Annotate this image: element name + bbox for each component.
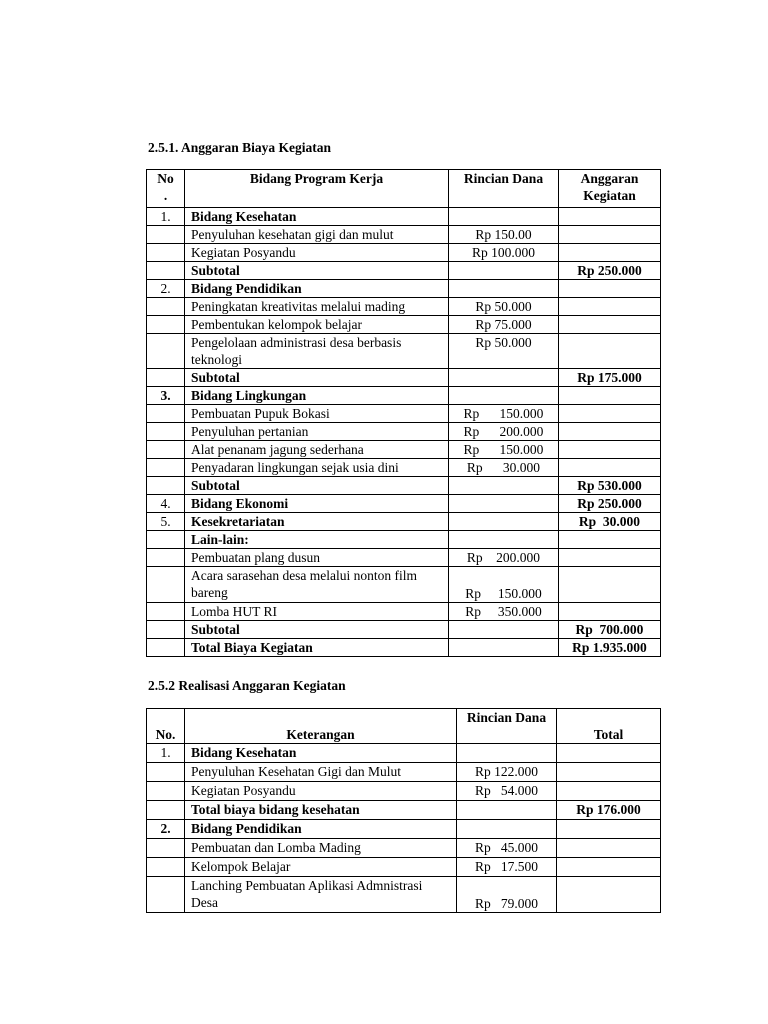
cell-anggaran: Rp 1.935.000 xyxy=(559,639,661,657)
cell-rincian: Rp 45.000 xyxy=(457,839,557,858)
cell-rincian xyxy=(457,744,557,763)
cell-item: Kegiatan Posyandu xyxy=(185,782,457,801)
cell-anggaran xyxy=(559,549,661,567)
header-keterangan: Keterangan xyxy=(185,709,457,744)
cell-no: 4. xyxy=(147,495,185,513)
cell-rincian xyxy=(449,208,559,226)
table-row xyxy=(147,495,661,513)
table-row xyxy=(147,549,661,567)
table-row xyxy=(147,441,661,459)
table-row xyxy=(147,858,661,877)
cell-total xyxy=(557,782,661,801)
cell-item: Bidang Kesehatan xyxy=(185,208,449,226)
cell-no xyxy=(147,244,185,262)
section-title-anggaran: 2.5.1. Anggaran Biaya Kegiatan xyxy=(148,140,332,155)
table-row xyxy=(147,387,661,405)
cell-no xyxy=(147,621,185,639)
table-row xyxy=(147,459,661,477)
cell-no: 1. xyxy=(147,208,185,226)
cell-rincian: Rp 30.000 xyxy=(449,459,559,477)
cell-rincian: Rp 79.000 xyxy=(457,877,557,913)
cell-rincian xyxy=(449,262,559,280)
cell-no: 3. xyxy=(147,387,185,405)
table-row xyxy=(147,262,661,280)
cell-rincian: Rp 50.000 xyxy=(449,298,559,316)
cell-item: Pembentukan kelompok belajar xyxy=(185,316,449,334)
cell-anggaran xyxy=(559,567,661,603)
cell-item: Kelompok Belajar xyxy=(185,858,457,877)
cell-no xyxy=(147,801,185,820)
cell-item: Kegiatan Posyandu xyxy=(185,244,449,262)
cell-no xyxy=(147,459,185,477)
cell-item: Lomba HUT RI xyxy=(185,603,449,621)
cell-item: Pembuatan Pupuk Bokasi xyxy=(185,405,449,423)
header-bidang: Bidang Program Kerja xyxy=(185,170,449,208)
cell-no: 1. xyxy=(147,744,185,763)
table-row xyxy=(147,567,661,603)
cell-item: Acara sarasehan desa melalui nonton film bareng xyxy=(185,567,449,603)
cell-item: Pembuatan dan Lomba Mading xyxy=(185,839,457,858)
cell-rincian xyxy=(457,820,557,839)
cell-anggaran xyxy=(559,334,661,369)
cell-no xyxy=(147,405,185,423)
cell-no xyxy=(147,782,185,801)
realisasi-table xyxy=(146,708,661,913)
cell-anggaran xyxy=(559,208,661,226)
cell-rincian: Rp 50.000 xyxy=(449,334,559,369)
cell-no xyxy=(147,639,185,657)
cell-rincian xyxy=(449,387,559,405)
cell-rincian: Rp 150.000 xyxy=(449,405,559,423)
table-row xyxy=(147,423,661,441)
cell-item: Total biaya bidang kesehatan xyxy=(185,801,457,820)
cell-rincian: Rp 54.000 xyxy=(457,782,557,801)
cell-no xyxy=(147,423,185,441)
cell-rincian xyxy=(449,531,559,549)
cell-anggaran xyxy=(559,531,661,549)
cell-rincian xyxy=(449,621,559,639)
cell-no xyxy=(147,549,185,567)
header-anggaran: Anggaran Kegiatan xyxy=(559,170,661,208)
cell-rincian: Rp 350.000 xyxy=(449,603,559,621)
cell-anggaran xyxy=(559,603,661,621)
cell-item: Subtotal xyxy=(185,262,449,280)
table-header-row xyxy=(147,170,661,208)
cell-item: Penyuluhan pertanian xyxy=(185,423,449,441)
cell-no xyxy=(147,531,185,549)
cell-item: Lain-lain: xyxy=(185,531,449,549)
cell-item: Kesekretariatan xyxy=(185,513,449,531)
cell-rincian: Rp 122.000 xyxy=(457,763,557,782)
table-row xyxy=(147,405,661,423)
header-rincian: Rincian Dana xyxy=(457,709,557,744)
table-row xyxy=(147,639,661,657)
table-row xyxy=(147,477,661,495)
cell-item: Penyuluhan kesehatan gigi dan mulut xyxy=(185,226,449,244)
cell-no: 2. xyxy=(147,280,185,298)
cell-anggaran xyxy=(559,298,661,316)
cell-item: Total Biaya Kegiatan xyxy=(185,639,449,657)
header-no: No. xyxy=(147,709,185,744)
cell-no xyxy=(147,858,185,877)
table-header-row xyxy=(147,709,661,744)
cell-no xyxy=(147,226,185,244)
cell-anggaran: Rp 250.000 xyxy=(559,495,661,513)
cell-rincian: Rp 150.000 xyxy=(449,441,559,459)
cell-no xyxy=(147,316,185,334)
cell-rincian: Rp 17.500 xyxy=(457,858,557,877)
cell-no xyxy=(147,603,185,621)
table-row xyxy=(147,621,661,639)
cell-no: 5. xyxy=(147,513,185,531)
cell-anggaran: Rp 175.000 xyxy=(559,369,661,387)
cell-rincian xyxy=(449,639,559,657)
anggaran-table xyxy=(146,169,661,657)
cell-anggaran xyxy=(559,387,661,405)
cell-item: Pembuatan plang dusun xyxy=(185,549,449,567)
table-row xyxy=(147,782,661,801)
cell-anggaran xyxy=(559,316,661,334)
cell-no xyxy=(147,298,185,316)
table-row xyxy=(147,208,661,226)
cell-item: Bidang Kesehatan xyxy=(185,744,457,763)
cell-no xyxy=(147,877,185,913)
table-row xyxy=(147,820,661,839)
cell-rincian: Rp 150.00 xyxy=(449,226,559,244)
header-rincian: Rincian Dana xyxy=(449,170,559,208)
cell-no xyxy=(147,441,185,459)
cell-item: Lanching Pembuatan Aplikasi Admnistrasi Desa xyxy=(185,877,457,913)
cell-item: Bidang Pendidikan xyxy=(185,280,449,298)
cell-anggaran: Rp 250.000 xyxy=(559,262,661,280)
table-row xyxy=(147,226,661,244)
cell-no xyxy=(147,334,185,369)
cell-item: Penyadaran lingkungan sejak usia dini xyxy=(185,459,449,477)
cell-item: Alat penanam jagung sederhana xyxy=(185,441,449,459)
cell-item: Bidang Ekonomi xyxy=(185,495,449,513)
table-row xyxy=(147,316,661,334)
cell-no xyxy=(147,763,185,782)
cell-no xyxy=(147,477,185,495)
cell-total xyxy=(557,858,661,877)
table-row xyxy=(147,801,661,820)
cell-anggaran xyxy=(559,226,661,244)
cell-item: Bidang Pendidikan xyxy=(185,820,457,839)
cell-rincian: Rp 100.000 xyxy=(449,244,559,262)
cell-anggaran xyxy=(559,244,661,262)
cell-anggaran: Rp 530.000 xyxy=(559,477,661,495)
cell-no xyxy=(147,839,185,858)
cell-total xyxy=(557,877,661,913)
cell-total: Rp 176.000 xyxy=(557,801,661,820)
table-row xyxy=(147,513,661,531)
cell-anggaran: Rp 30.000 xyxy=(559,513,661,531)
cell-anggaran xyxy=(559,459,661,477)
cell-rincian xyxy=(449,495,559,513)
cell-rincian xyxy=(457,801,557,820)
cell-total xyxy=(557,839,661,858)
section-title-realisasi: 2.5.2 Realisasi Anggaran Kegiatan xyxy=(148,678,346,693)
cell-anggaran xyxy=(559,423,661,441)
cell-rincian: Rp 150.000 xyxy=(449,567,559,603)
cell-total xyxy=(557,763,661,782)
cell-anggaran xyxy=(559,405,661,423)
cell-total xyxy=(557,820,661,839)
table-row xyxy=(147,244,661,262)
table-row xyxy=(147,334,661,369)
cell-rincian: Rp 200.000 xyxy=(449,549,559,567)
cell-rincian xyxy=(449,513,559,531)
cell-anggaran xyxy=(559,280,661,298)
cell-rincian xyxy=(449,280,559,298)
table-row xyxy=(147,744,661,763)
cell-no xyxy=(147,369,185,387)
header-no: No . xyxy=(147,170,185,208)
cell-no xyxy=(147,567,185,603)
cell-item: Subtotal xyxy=(185,621,449,639)
table-row xyxy=(147,603,661,621)
cell-anggaran: Rp 700.000 xyxy=(559,621,661,639)
cell-total xyxy=(557,744,661,763)
table-row xyxy=(147,369,661,387)
cell-rincian: Rp 75.000 xyxy=(449,316,559,334)
cell-rincian xyxy=(449,477,559,495)
table-row xyxy=(147,839,661,858)
table-row xyxy=(147,877,661,913)
table-row xyxy=(147,298,661,316)
cell-rincian: Rp 200.000 xyxy=(449,423,559,441)
cell-item: Bidang Lingkungan xyxy=(185,387,449,405)
cell-item: Subtotal xyxy=(185,369,449,387)
cell-rincian xyxy=(449,369,559,387)
cell-item: Penyuluhan Kesehatan Gigi dan Mulut xyxy=(185,763,457,782)
header-total: Total xyxy=(557,709,661,744)
cell-item: Subtotal xyxy=(185,477,449,495)
table-row xyxy=(147,280,661,298)
cell-no: 2. xyxy=(147,820,185,839)
table-row xyxy=(147,763,661,782)
cell-item: Pengelolaan administrasi desa berbasis teknologi xyxy=(185,334,449,369)
cell-item: Peningkatan kreativitas melalui mading xyxy=(185,298,449,316)
table-row xyxy=(147,531,661,549)
cell-no xyxy=(147,262,185,280)
cell-anggaran xyxy=(559,441,661,459)
